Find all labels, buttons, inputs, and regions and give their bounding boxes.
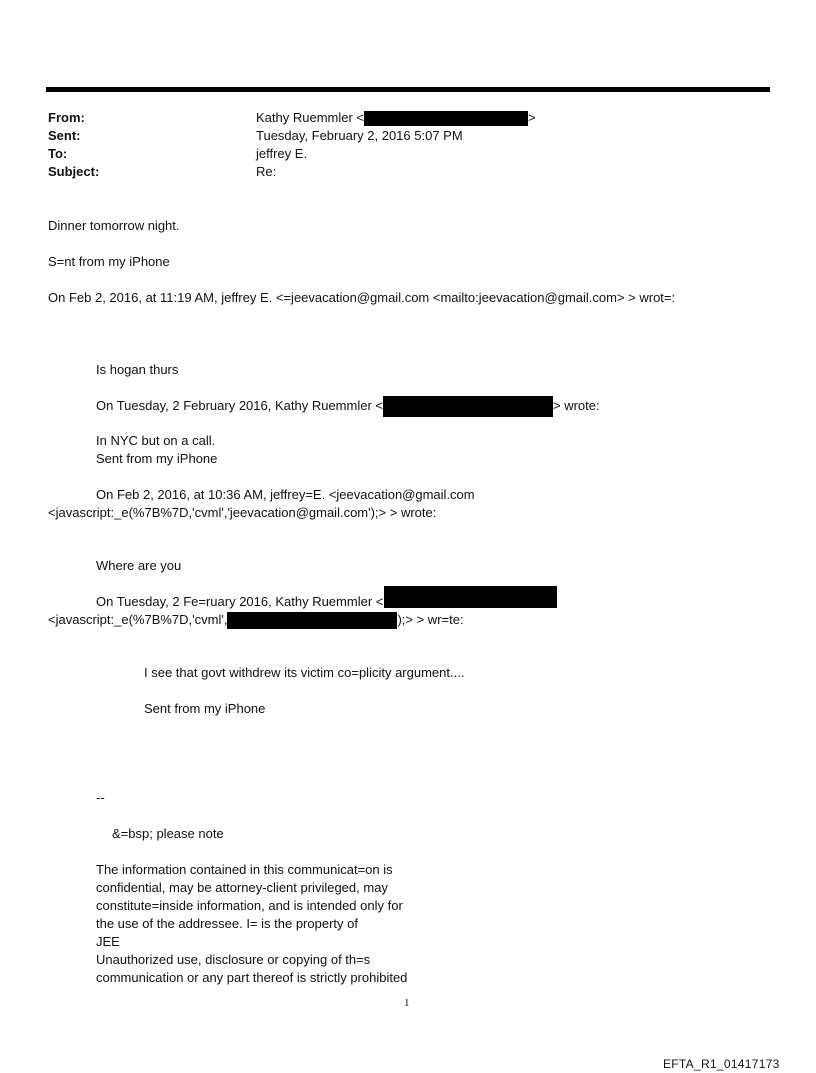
signature-note: &=bsp; please note	[112, 826, 224, 841]
from-name: Kathy Ruemmler <	[256, 110, 365, 125]
redaction-block	[227, 612, 397, 629]
from-close: >	[528, 110, 536, 125]
quote-1-attribution	[96, 396, 600, 417]
quote-3-attr-2-end: );> > wr=te:	[397, 612, 464, 627]
sent-label: Sent:	[48, 128, 81, 143]
disclaimer-line: JEE	[96, 934, 120, 949]
body-line-3: On Feb 2, 2016, at 11:19 AM, jeffrey E. <=jeevacation@gmail.com <mailto:jeevacation@gmail.com> > wrot=:	[48, 290, 676, 305]
sent-value: Tuesday, February 2, 2016 5:07 PM	[256, 128, 463, 143]
body-line-1: Dinner tomorrow night.	[48, 218, 180, 233]
to-label: To:	[48, 146, 68, 161]
body-line-2: S=nt from my iPhone	[48, 254, 170, 269]
quote-1: Is hogan thurs	[96, 362, 179, 377]
bates-number: EFTA_R1_01417173	[663, 1057, 780, 1071]
quote-4-line-2: Sent from my iPhone	[144, 701, 266, 716]
header-rule	[46, 87, 770, 92]
subject-label: Subject:	[48, 164, 100, 179]
quote-2-line-2: Sent from my iPhone	[96, 451, 218, 466]
from-value	[256, 109, 536, 126]
quote-1-attr-end: > wrote:	[552, 397, 600, 413]
quote-2-attr-2: <javascript:_e(%7B%7D,'cvml','jeevacation@gmail.com');> > wrote:	[48, 505, 437, 520]
subject-value: Re:	[256, 164, 277, 179]
quote-2-line-1: In NYC but on a call.	[96, 433, 216, 448]
disclaimer-line: constitute=inside information, and is intended only for	[96, 898, 403, 913]
from-label: From:	[48, 110, 85, 125]
quote-1-attr-start: On Tuesday, 2 February 2016, Kathy Ruemmler <	[96, 397, 383, 413]
redaction-block	[364, 111, 528, 126]
quote-2-attr-1: On Feb 2, 2016, at 10:36 AM, jeffrey=E. <jeevacation@gmail.com	[96, 487, 475, 502]
redaction-block	[384, 586, 557, 608]
disclaimer-line: confidential, may be attorney-client privileged, may	[96, 880, 388, 895]
disclaimer-line: communication or any part thereof is strictly prohibited	[96, 970, 408, 985]
quote-3-attr-2-start: <javascript:_e(%7B%7D,'cvml',	[48, 612, 228, 627]
quote-3-attr-1: On Tuesday, 2 Fe=ruary 2016, Kathy Ruemmler <	[96, 594, 384, 609]
disclaimer-line: the use of the addressee. I= is the property of	[96, 916, 358, 931]
quote-4-line-1: I see that govt withdrew its victim co=plicity argument....	[144, 665, 465, 680]
to-value: jeffrey E.	[256, 146, 308, 161]
quote-3-attr-2	[48, 611, 464, 629]
quote-3: Where are you	[96, 558, 182, 573]
redaction-block	[383, 396, 553, 417]
signature-dash: --	[96, 790, 105, 805]
disclaimer-line: Unauthorized use, disclosure or copying of th=s	[96, 952, 371, 967]
disclaimer-line: The information contained in this communicat=on is	[96, 862, 393, 877]
page-number: 1	[404, 997, 410, 1009]
